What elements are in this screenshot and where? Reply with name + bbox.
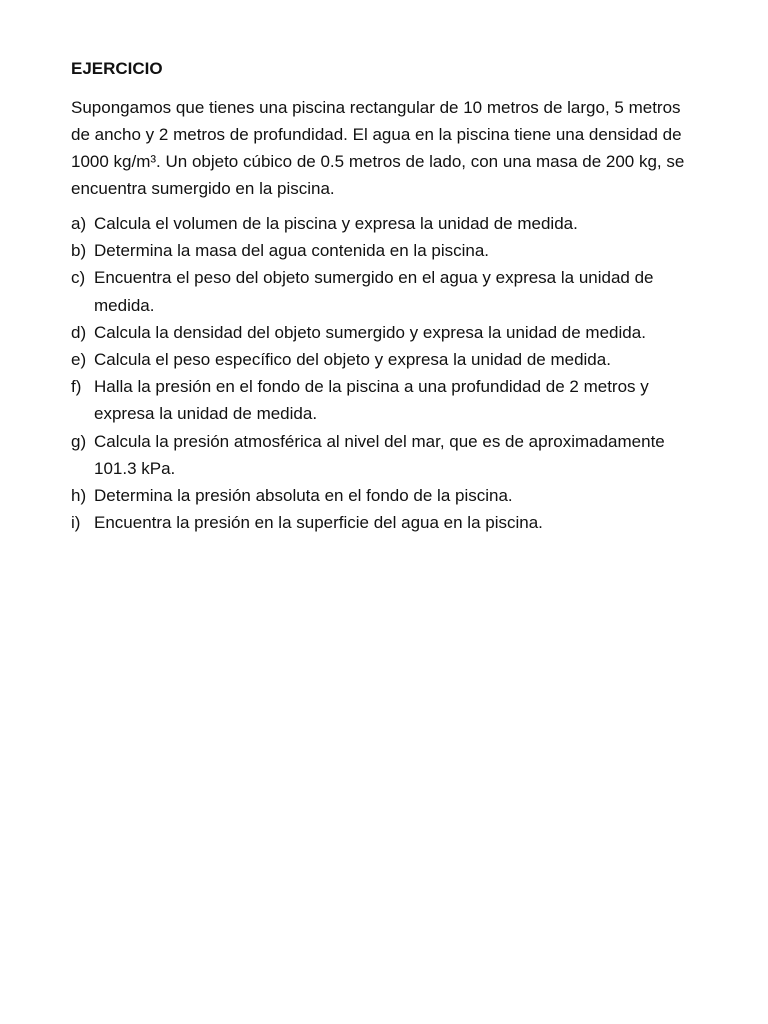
question-text: Determina la masa del agua contenida en la piscina. [94,241,490,261]
question-text: Calcula el peso específico del objeto y expresa la unidad de medida. [94,350,611,370]
question-item-c [71,264,701,318]
question-marker: b) [71,241,87,261]
question-item-h [71,482,701,509]
document-title: EJERCICIO [71,59,163,78]
question-text: Calcula el volumen de la piscina y expresa la unidad de medida. [94,214,578,233]
question-marker: f) [71,377,82,397]
question-text: Calcula la densidad del objeto sumergido y expresa la unidad de medida. [94,322,646,342]
question-marker: e) [71,350,87,370]
question-marker: a) [71,214,87,233]
question-item-i [71,509,701,536]
question-item-d [71,319,701,346]
question-marker: c) [71,268,86,288]
question-marker: i) [71,513,81,533]
question-marker: g) [71,431,87,451]
question-text: Encuentra la presión en la superficie del agua en la piscina. [94,513,543,533]
question-text: Halla la presión en el fondo de la piscina a una profundidad de 2 metros y expresa la unidad de medida. [94,377,649,424]
question-item-g [71,428,701,482]
question-text: Calcula la presión atmosférica al nivel del mar, que es de aproximadamente 101.3 kPa. [94,431,665,478]
question-item-a [71,210,701,237]
question-text: Determina la presión absoluta en el fondo de la piscina. [94,486,513,506]
question-marker: h) [71,486,87,506]
document-page [71,56,701,536]
question-text: Encuentra el peso del objeto sumergido en el agua y expresa la unidad de medida. [94,268,654,315]
question-item-b [71,237,701,264]
question-list [71,210,701,536]
question-item-e [71,346,701,373]
exercise-statement: Supongamos que tienes una piscina rectangular de 10 metros de largo, 5 metros de ancho y 2 metros de profundidad. El agua en la piscina tiene una densidad de 1000 kg/m³. Un objeto cúbico de 0.5 metros de lado, con una masa de 200 kg, se encuentra sumergido en la piscina. [71,98,685,198]
question-item-f [71,373,701,427]
question-marker: d) [71,322,87,342]
